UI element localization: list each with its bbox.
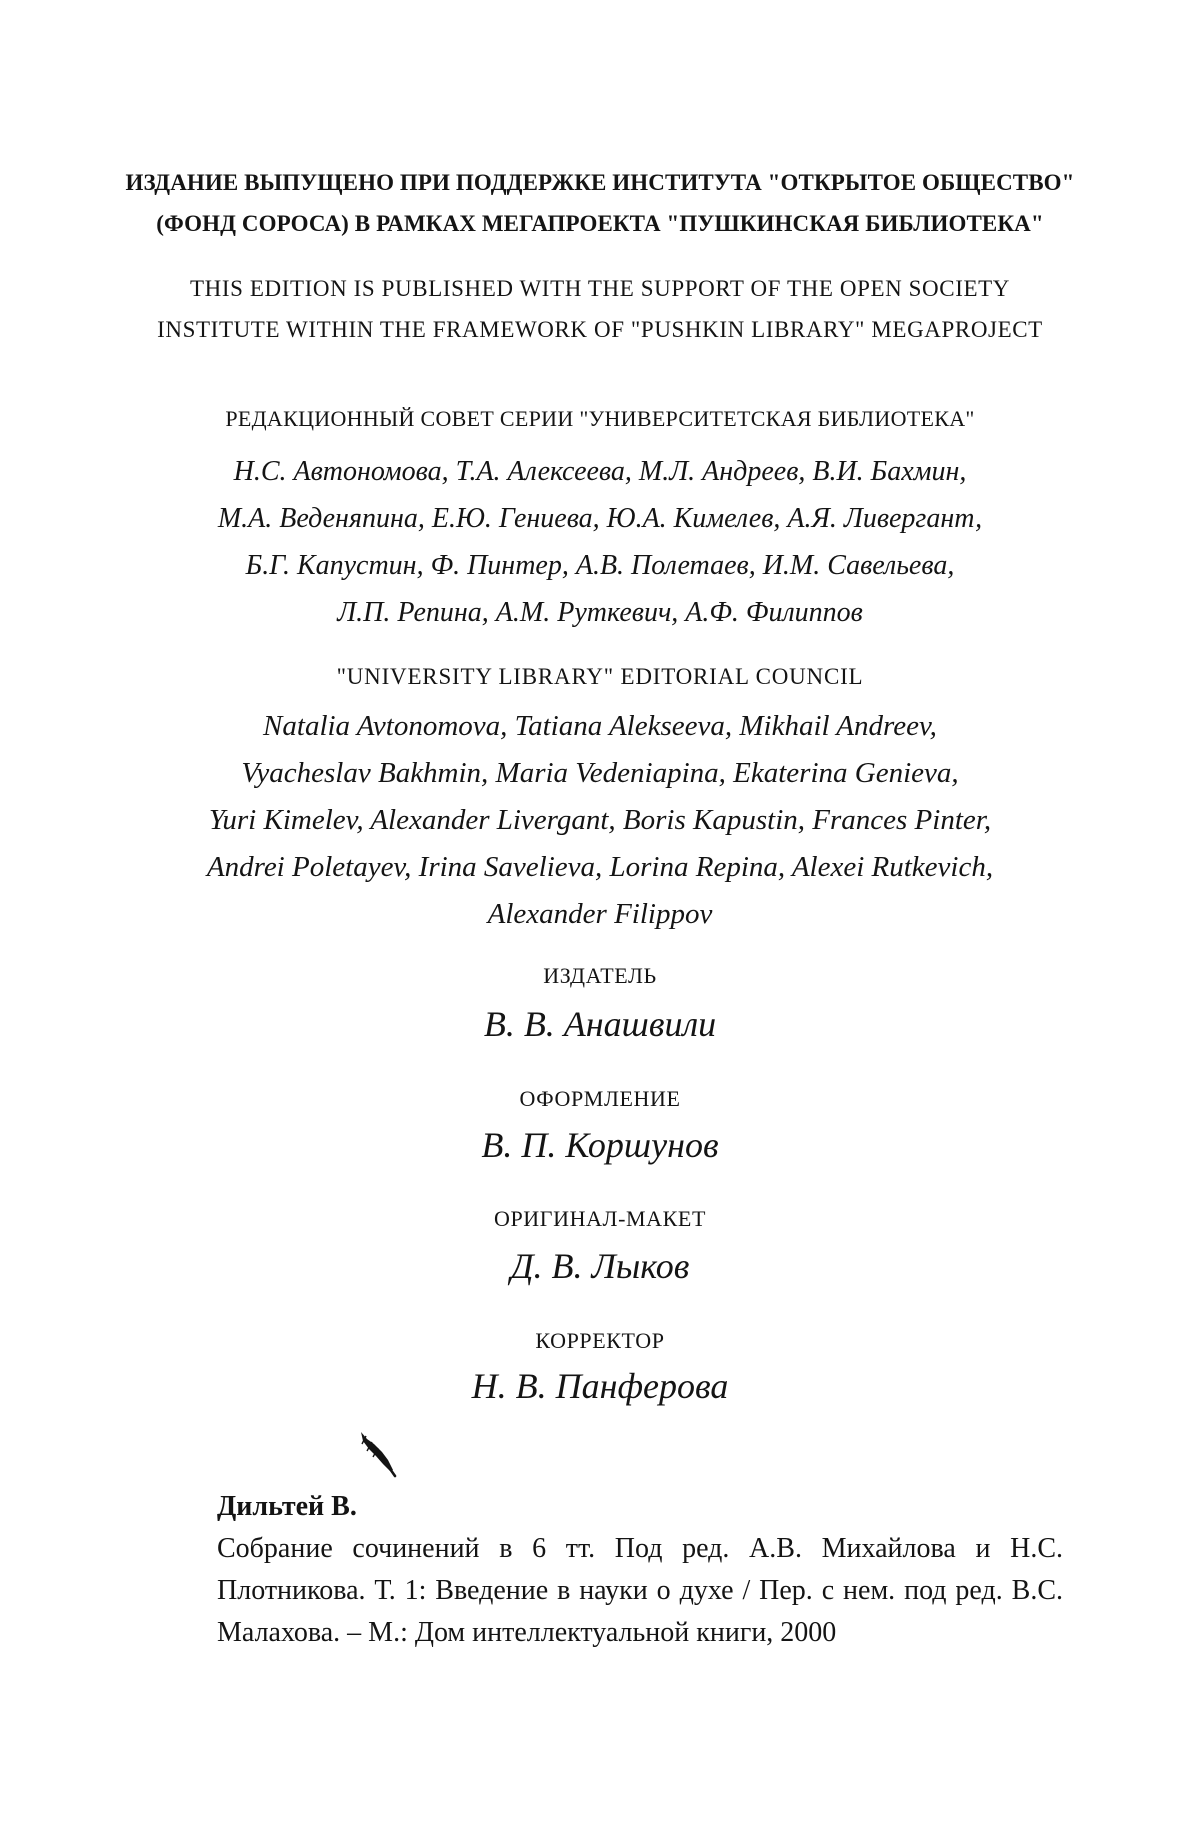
editorial-council-ru-line: Л.П. Репина, А.М. Руткевич, А.Ф. Филиппов: [337, 597, 863, 628]
editorial-council-en-line: Vyacheslav Bakhmin, Maria Vedeniapina, Ekaterina Genieva,: [241, 757, 959, 789]
support-notice-ru-line-2: (ФОНД СОРОСА) В РАМКАХ МЕГАПРОЕКТА "ПУШКИНСКАЯ БИБЛИОТЕКА": [156, 211, 1044, 236]
feather-quill-icon: [357, 1430, 397, 1478]
publisher-role-label: ИЗДАТЕЛЬ: [543, 963, 657, 988]
editorial-council-en-line: Alexander Filippov: [487, 898, 713, 930]
editorial-council-en-names: [0, 703, 1200, 938]
layout-role-label: ОРИГИНАЛ-МАКЕТ: [493, 1206, 707, 1231]
support-notice-en-line-1: THIS EDITION IS PUBLISHED WITH THE SUPPORT OF THE OPEN SOCIETY: [190, 276, 1010, 301]
bibliography-text: Собрание сочинений в 6 тт. Под ред. А.В. Михайлова и Н.С. Плотникова. Т. 1: Введение в науки о духе / Пер. с нем. под ред. В.С. Малахова. – М.: Дом интеллектуальной книги, 2000: [217, 1533, 1063, 1648]
editorial-council-ru-title: РЕДАКЦИОННЫЙ СОВЕТ СЕРИИ "УНИВЕРСИТЕТСКАЯ БИБЛИОТЕКА": [225, 406, 975, 431]
editorial-council-en-line: Andrei Poletayev, Irina Savelieva, Lorina Repina, Alexei Rutkevich,: [206, 851, 994, 883]
design-role-label: ОФОРМЛЕНИЕ: [519, 1086, 681, 1111]
editorial-council-ru-names: [0, 448, 1200, 636]
editorial-council-en-line: Yuri Kimelev, Alexander Livergant, Boris Kapustin, Frances Pinter,: [208, 804, 992, 836]
proofreader-name: Н. В. Панферова: [471, 1366, 729, 1406]
editorial-council-ru-line: Б.Г. Капустин, Ф. Пинтер, А.В. Полетаев, И.М. Савельева,: [245, 550, 955, 581]
support-notice-ru-line-1: ИЗДАНИЕ ВЫПУЩЕНО ПРИ ПОДДЕРЖКЕ ИНСТИТУТА "ОТКРЫТОЕ ОБЩЕСТВО": [125, 170, 1075, 195]
editorial-council-ru-line: М.А. Веденяпина, Е.Ю. Гениева, Ю.А. Кимелев, А.Я. Ливергант,: [217, 503, 983, 534]
proofreader-role-label: КОРРЕКТОР: [535, 1328, 665, 1353]
bibliographic-record: [217, 1486, 1063, 1654]
layout-artist-name: Д. В. Лыков: [510, 1246, 690, 1286]
designer-name: В. П. Коршунов: [481, 1125, 719, 1165]
editorial-council-en-title: "UNIVERSITY LIBRARY" EDITORIAL COUNCIL: [336, 664, 864, 689]
support-notice-en-line-2: INSTITUTE WITHIN THE FRAMEWORK OF "PUSHKIN LIBRARY" MEGAPROJECT: [157, 317, 1043, 342]
editorial-council-ru-line: Н.С. Автономова, Т.А. Алексеева, М.Л. Андреев, В.И. Бахмин,: [233, 456, 967, 487]
publisher-name: В. В. Анашвили: [483, 1004, 717, 1044]
support-notice-en: [0, 268, 1200, 350]
editorial-council-en-line: Natalia Avtonomova, Tatiana Alekseeva, Mikhail Andreev,: [263, 710, 937, 742]
bibliography-author: Дильтей В.: [217, 1491, 357, 1522]
support-notice-ru: [0, 162, 1200, 244]
